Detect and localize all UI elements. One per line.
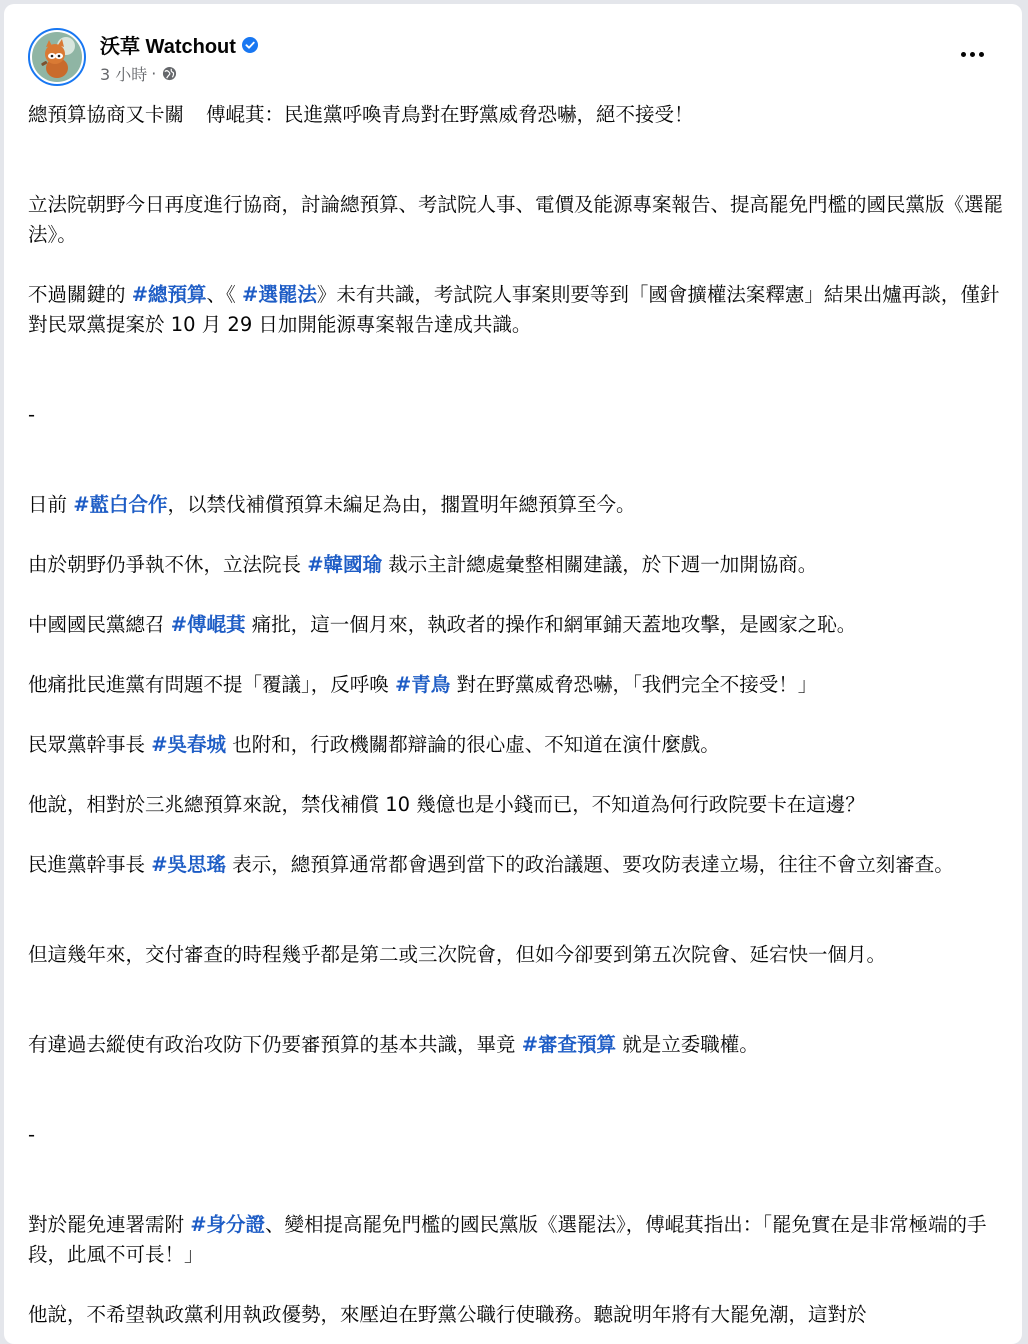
page-name-text[interactable]: 沃草 Watchout: [100, 36, 236, 58]
hashtag-id-card[interactable]: #身分證: [190, 1213, 266, 1236]
hashtag-wu-szu-yao[interactable]: #吳思瑤: [151, 853, 227, 876]
more-options-icon: [961, 52, 966, 57]
post-headline: 總預算協商又卡關 傅崐萁：民進黨呼喚青鳥對在野黨威脅恐嚇，絕不接受！: [28, 103, 694, 126]
hashtag-blue-white[interactable]: #藍白合作: [73, 493, 168, 516]
page-name[interactable]: [100, 30, 258, 59]
hashtag-budget[interactable]: #總預算: [131, 283, 207, 306]
hashtag-fu-kun-chi[interactable]: #傅崐萁: [170, 613, 246, 636]
mascot-avatar-icon: [32, 32, 82, 82]
hashtag-election-law[interactable]: #選罷法: [242, 283, 317, 306]
paragraph-12: 對於罷免連署需附 #身分證、變相提高罷免門檻的國民黨版《選罷法》，傅崐萁指出：「罷免實在是非常極端的手段，此風不可長！」: [28, 1213, 987, 1266]
hashtag-han-kuo-yu[interactable]: #韓國瑜: [307, 553, 383, 576]
paragraph-8: 他說，相對於三兆總預算來說，禁伐補償 10 幾億也是小錢而已，不知道為何行政院要卡在這邊？: [28, 793, 865, 816]
paragraph-6: 他痛批民進黨有問題不提「覆議」，反呼喚 #青鳥 對在野黨威脅恐嚇，「我們完全不接受！」: [28, 673, 818, 696]
more-options-icon-dot: [970, 52, 975, 57]
post-timestamp[interactable]: 3 小時: [100, 65, 148, 84]
post-meta: [100, 62, 177, 85]
paragraph-2: 不過關鍵的 #總預算、《 #選罷法》未有共識，考試院人事案則要等到「國會擴權法案釋憲」結果出爐再談，僅針對民眾黨提案於 10 月 29 日加開能源專案報告達成共識。: [28, 283, 1000, 336]
paragraph-1: 立法院朝野今日再度進行協商，討論總預算、考試院人事、電價及能源專案報告、提高罷免門檻的國民黨版《選罷法》。: [28, 193, 1004, 246]
section-divider-2: -: [28, 1123, 36, 1146]
paragraph-7: 民眾黨幹事長 #吳春城 也附和，行政機關都辯論的很心虛、不知道在演什麼戲。: [28, 733, 720, 756]
hashtag-blue-bird[interactable]: #青鳥: [394, 673, 451, 696]
paragraph-4: 由於朝野仍爭執不休，立法院長 #韓國瑜 裁示主計總處彙整相關建議，於下週一加開協商。: [28, 553, 818, 576]
verified-badge-icon: [242, 37, 258, 53]
post-card: [4, 4, 1022, 1344]
more-options-button[interactable]: [950, 36, 994, 72]
paragraph-3: 日前 #藍白合作，以禁伐補償預算未編足為由，擱置明年總預算至今。: [28, 493, 636, 516]
paragraph-11: 有違過去縱使有政治攻防下仍要審預算的基本共識，畢竟 #審查預算 就是立委職權。: [28, 1033, 759, 1056]
hashtag-wu-chun-cheng[interactable]: #吳春城: [151, 733, 227, 756]
section-divider: -: [28, 403, 36, 426]
paragraph-5: 中國國民黨總召 #傅崐萁 痛批，這一個月來，執政者的操作和網軍鋪天蓋地攻擊，是國家之恥。: [28, 613, 857, 636]
paragraph-10: 但這幾年來，交付審查的時程幾乎都是第二或三次院會，但如今卻要到第五次院會、延宕快一個月。: [28, 943, 887, 966]
more-options-icon-dot: [979, 52, 984, 57]
paragraph-13: 他說，不希望執政黨利用執政優勢，來壓迫在野黨公職行使職務。聽說明年將有大罷免潮，這對於: [28, 1303, 867, 1326]
hashtag-budget-review[interactable]: #審查預算: [521, 1033, 617, 1056]
globe-icon[interactable]: [162, 66, 177, 81]
paragraph-9: 民進黨幹事長 #吳思瑤 表示，總預算通常都會遇到當下的政治議題、要攻防表達立場，往往不會立刻審查。: [28, 853, 954, 876]
meta-separator: ·: [151, 64, 157, 83]
page-avatar[interactable]: [28, 28, 86, 86]
